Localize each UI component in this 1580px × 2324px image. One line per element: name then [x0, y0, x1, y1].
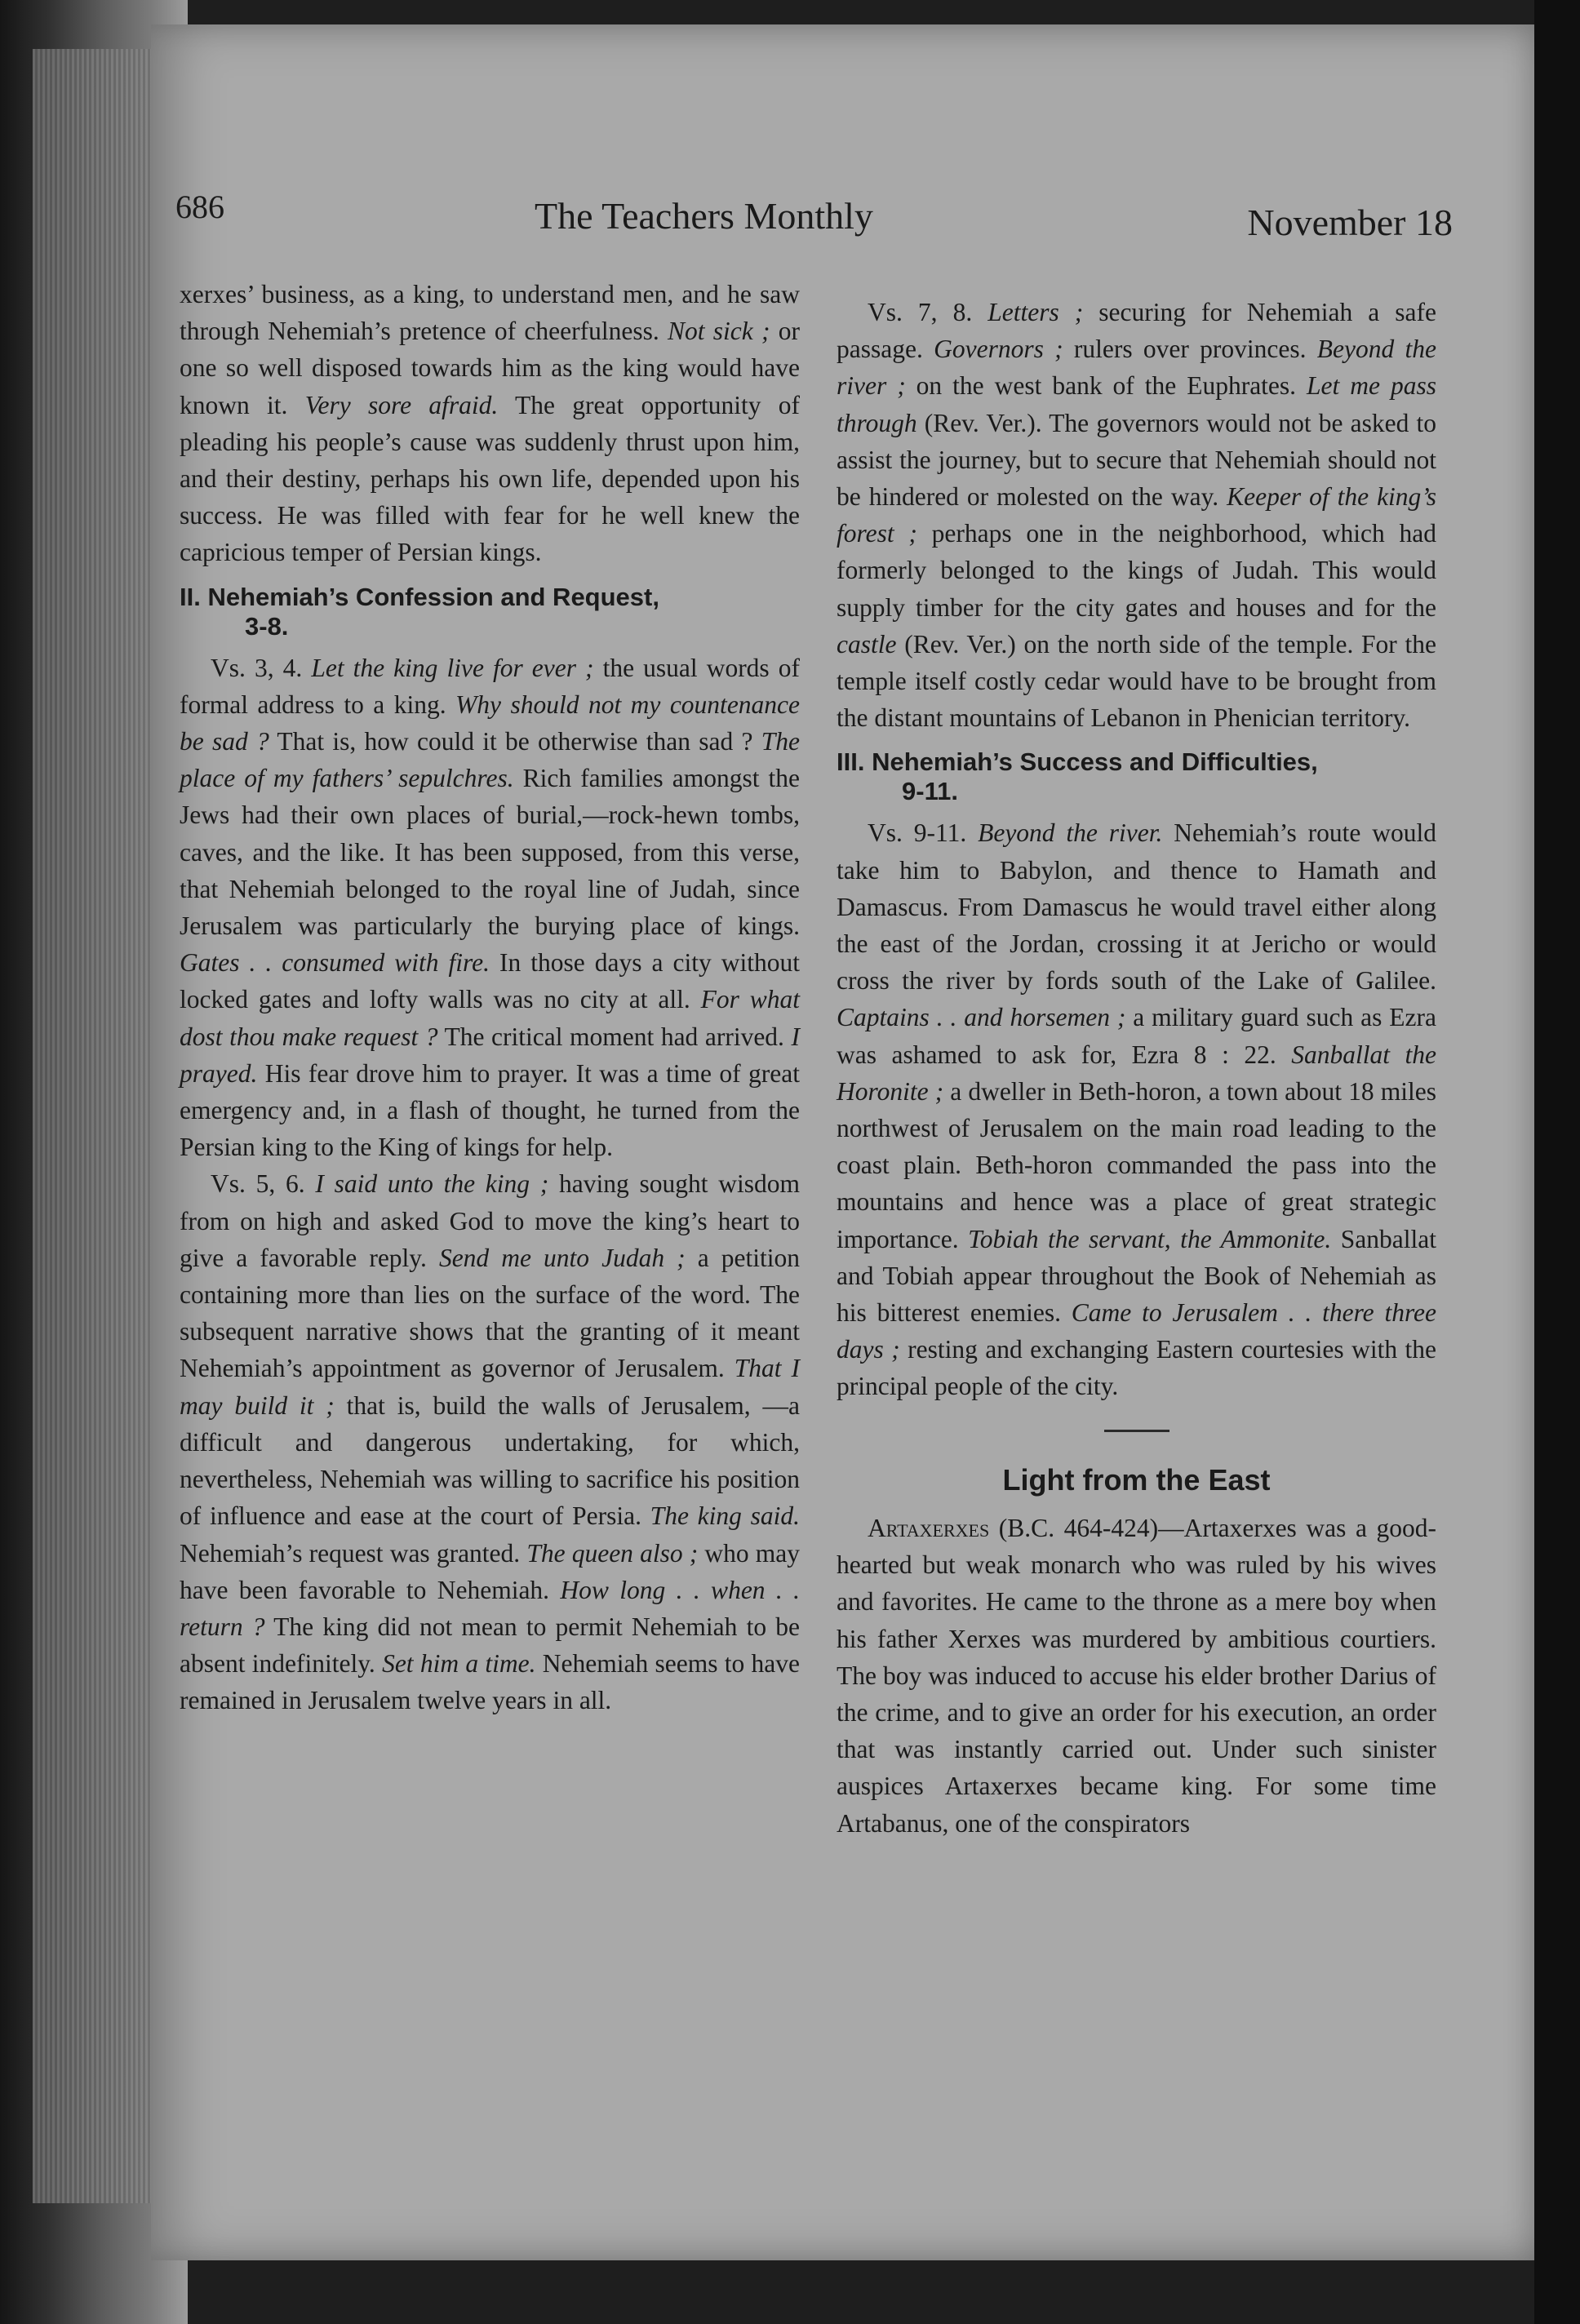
right-background	[1534, 0, 1580, 2324]
right-column	[837, 294, 1436, 1842]
paragraph: Vs. 5, 6. I said unto the king ; having sought wisdom from on high and asked God to move the king’s heart to give a favorable reply. Send me unto Judah ; a petition containing more than lies on the surface of the word. The subsequent narrative shows that the granting of it meant Nehemiah’s appointment as governor of Jerusalem. That I may build it ; that is, build the walls of Jerusalem, —a difficult and dangerous undertaking, for which, nevertheless, Nehemiah was willing to sacrifice his position of influence and ease at the court of Persia. The king said. Nehemiah’s request was granted. The queen also ; who may have been favorable to Nehemiah. How long . . when . . return ? The king did not mean to permit Nehemiah to be absent indefinitely. Set him a time. Nehemiah seems to have remained in Jerusalem twelve years in all.	[180, 1169, 801, 1715]
left-column	[180, 276, 800, 1719]
paragraph: Artaxerxes (B.C. 464-424)—Artaxerxes was a good-hearted but weak monarch who was ruled by his wives and favorites. He came to the throne as a mere boy when his father Xerxes was murdered by ambitious courtiers. The boy was induced to accuse his elder brother Darius of the crime, and to give an order for his execution, an order that was instantly carried out. Under such sinister auspices Artaxerxes became king. For some time Artabanus, one of the conspirators	[837, 1513, 1436, 1838]
running-title: The Teachers Monthly	[535, 195, 873, 237]
paragraph: Vs. 7, 8. Letters ; securing for Nehemiah a safe passage. Governors ; rulers over provinces. Beyond the river ; on the west bank of the Euphrates. Let me pass through (Rev. Ver.). The governors would not be asked to assist the journey, but to secure that Nehemiah should not be hindered or molested on the way. Keeper of the king’s forest ; perhaps one in the neighborhood, which had formerly belonged to the kings of Judah. This would supply timber for the city gates and houses and for the castle (Rev. Ver.) on the north side of the temple. For the temple itself costly cedar would have to be brought from the distant mountains of Lebanon in Phenician territory.	[837, 298, 1437, 733]
page-stack	[33, 49, 163, 2203]
paragraph: xerxes’ business, as a king, to understand men, and he saw through Nehemiah’s pretence of cheerfulness. Not sick ; or one so well disposed towards him as the king would have known it. Very sore afraid. The great opportunity of pleading his people’s cause was suddenly thrust upon him, and their destiny, perhaps his own life, depended upon his success. He was filled with fear for he well knew the capricious temper of Persian kings.	[180, 280, 801, 567]
paragraph: Vs. 9-11. Beyond the river. Nehemiah’s route would take him to Babylon, and thence to Hamath and Damascus. From Damascus he would travel either along the east of the Jordan, crossing it at Jericho or would cross the river by fords south of the Lake of Galilee. Captains . . and horsemen ; a military guard such as Ezra was ashamed to ask for, Ezra 8 : 22. Sanballat the Horonite ; a dweller in Beth-horon, a town about 18 miles northwest of Jerusalem on the main road leading to the coast plain. Beth-horon commanded the pass into the mountains and hence was a place of great strategic importance. Tobiah the servant, the Ammonite. Sanballat and Tobiah appear throughout the Book of Nehemiah as his bitterest enemies. Came to Jerusalem . . there three days ; resting and exchanging Eastern courtesies with the principal people of the city.	[837, 818, 1437, 1401]
light-from-the-east-heading: Light from the East	[1002, 1462, 1271, 1497]
section-divider	[1104, 1430, 1169, 1432]
section-heading: II. Nehemiah’s Confession and Request, 3-8.	[180, 582, 659, 641]
header-date: November 18	[1247, 202, 1453, 243]
paragraph: Vs. 3, 4. Let the king live for ever ; the usual words of formal address to a king. Why should not my countenance be sad ? That is, how could it be otherwise than sad ? The place of my fathers’ sepulchres. Rich families amongst the Jews had their own places of burial,—rock-hewn tombs, caves, and the like. It has been supposed, from this verse, that Nehemiah belonged to the royal line of Judah, since Jerusalem was particularly the burying place of kings. Gates . . consumed with fire. In those days a city without locked gates and lofty walls was no city at all. For what dost thou make request ? The critical moment had arrived. I prayed. His fear drove him to prayer. It was a time of great emergency and, in a flash of thought, he turned from the Persian king to the King of kings for help.	[180, 653, 801, 1162]
page-number: 686	[175, 188, 224, 225]
section-heading: III. Nehemiah’s Success and Difficulties, 9-11.	[837, 747, 1318, 806]
page-header	[175, 188, 1453, 261]
